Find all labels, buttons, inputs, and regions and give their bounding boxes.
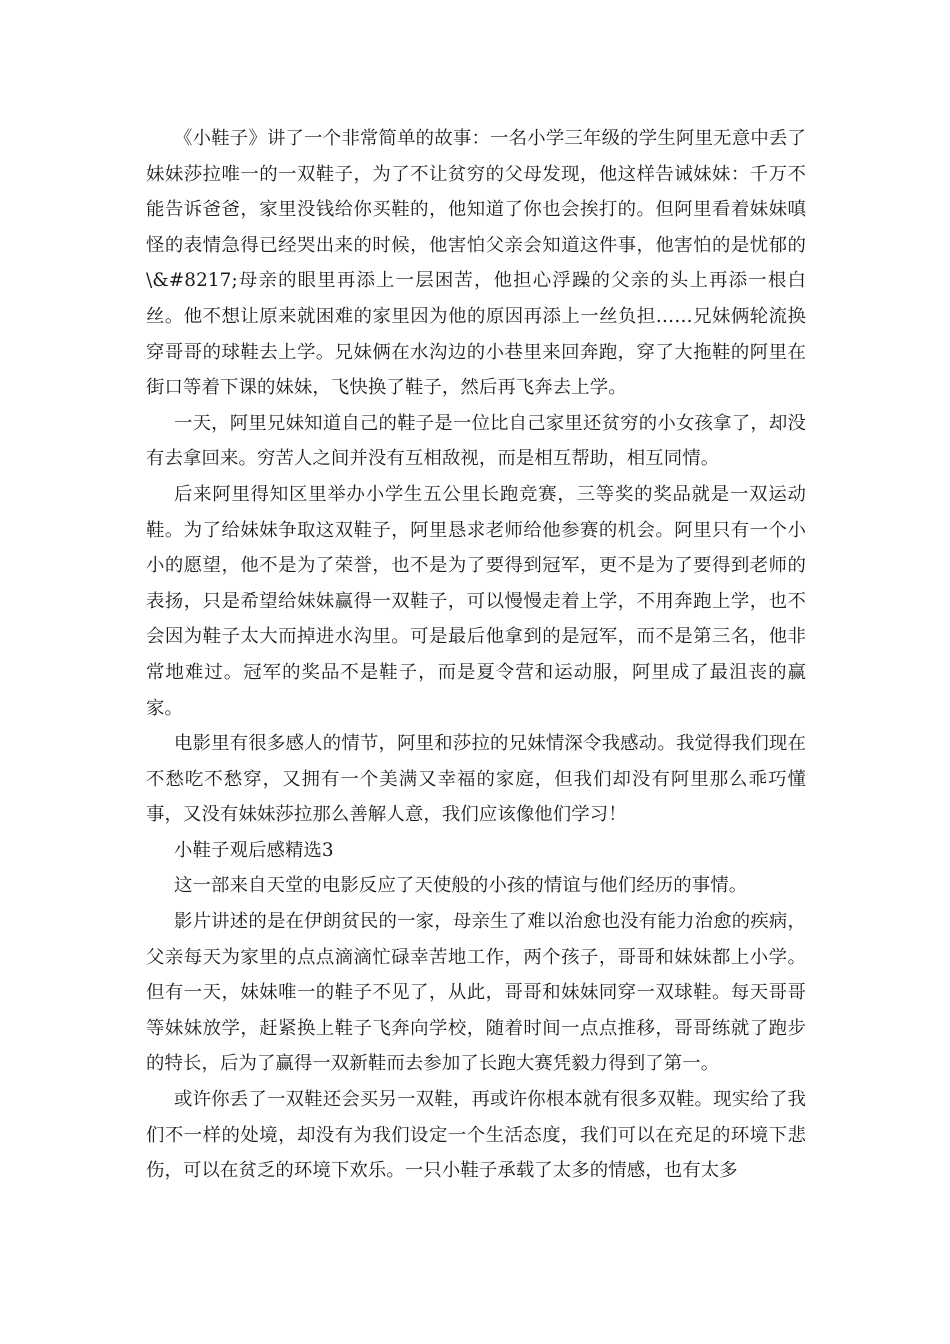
paragraph-reflection-2: 或许你丢了一双鞋还会买另一双鞋，再或许你根本就有很多双鞋。现实给了我们不一样的处境，却没有为我们设定一个生活态度，我们可以在充足的环境下悲伤，可以在贫乏的环境下欢乐。一只小鞋子承载了太多的情感，也有太多 [146,1089,806,1182]
paragraph-story-summary: 《小鞋子》讲了一个非常简单的故事：一名小学三年级的学生阿里无意中丢了妹妹莎拉唯一的一双鞋子，为了不让贫穷的父母发现，他这样告诫妹妹：千万不能告诉爸爸，家里没钱给你买鞋的，他知道了你也会挨打的。但阿里看着妹妹嗔怪的表情急得已经哭出来的时候，他害怕父亲会知道这件事，他害怕的是忧郁的\&#8217;母亲的眼里再添上一层困苦，他担心浮躁的父亲的头上再添一根白丝。他不想让原来就困难的家里因为他的原因再添上一丝负担……兄妹俩轮流换穿哥哥的球鞋去上学。兄妹俩在水沟边的小巷里来回奔跑，穿了大拖鞋的阿里在街口等着下课的妹妹，飞快换了鞋子，然后再飞奔去上学。 [146,128,806,399]
paragraph-intro-2: 这一部来自天堂的电影反应了天使般的小孩的情谊与他们经历的事情。 [174,875,748,897]
document-body [146,121,806,1189]
paragraph-reflection: 电影里有很多感人的情节，阿里和莎拉的兄妹情深令我感动。我觉得我们现在不愁吃不愁穿，又拥有一个美满又幸福的家庭，但我们却没有阿里那么乖巧懂事，又没有妹妹莎拉那么善解人意，我们应该像他们学习！ [146,733,806,826]
paragraph-shoes-taken: 一天，阿里兄妹知道自己的鞋子是一位比自己家里还贫穷的小女孩拿了，却没有去拿回来。穷苦人之间并没有互相敌视，而是相互帮助，相互同情。 [146,412,806,470]
section-heading: 小鞋子观后感精选3 [174,839,334,861]
paragraph-race: 后来阿里得知区里举办小学生五公里长跑竞赛，三等奖的奖品就是一双运动鞋。为了给妹妹争取这双鞋子，阿里恳求老师给他参赛的机会。阿里只有一个小小的愿望，他不是为了荣誉，也不是为了要得到冠军，更不是为了要得到老师的表扬，只是希望给妹妹赢得一双鞋子，可以慢慢走着上学，不用奔跑上学，也不会因为鞋子太大而掉进水沟里。可是最后他拿到的是冠军，而不是第三名，他非常地难过。冠军的奖品不是鞋子，而是夏令营和运动服，阿里成了最沮丧的赢家。 [146,483,806,719]
paragraph-plot-2: 影片讲述的是在伊朗贫民的一家，母亲生了难以治愈也没有能力治愈的疾病，父亲每天为家里的点点滴滴忙碌幸苦地工作，两个孩子，哥哥和妹妹都上小学。但有一天，妹妹唯一的鞋子不见了，从此，哥哥和妹妹同穿一双球鞋。每天哥哥等妹妹放学，赶紧换上鞋子飞奔向学校，随着时间一点点推移，哥哥练就了跑步的特长，后为了赢得一双新鞋而去参加了长跑大赛凭毅力得到了第一。 [146,911,806,1075]
